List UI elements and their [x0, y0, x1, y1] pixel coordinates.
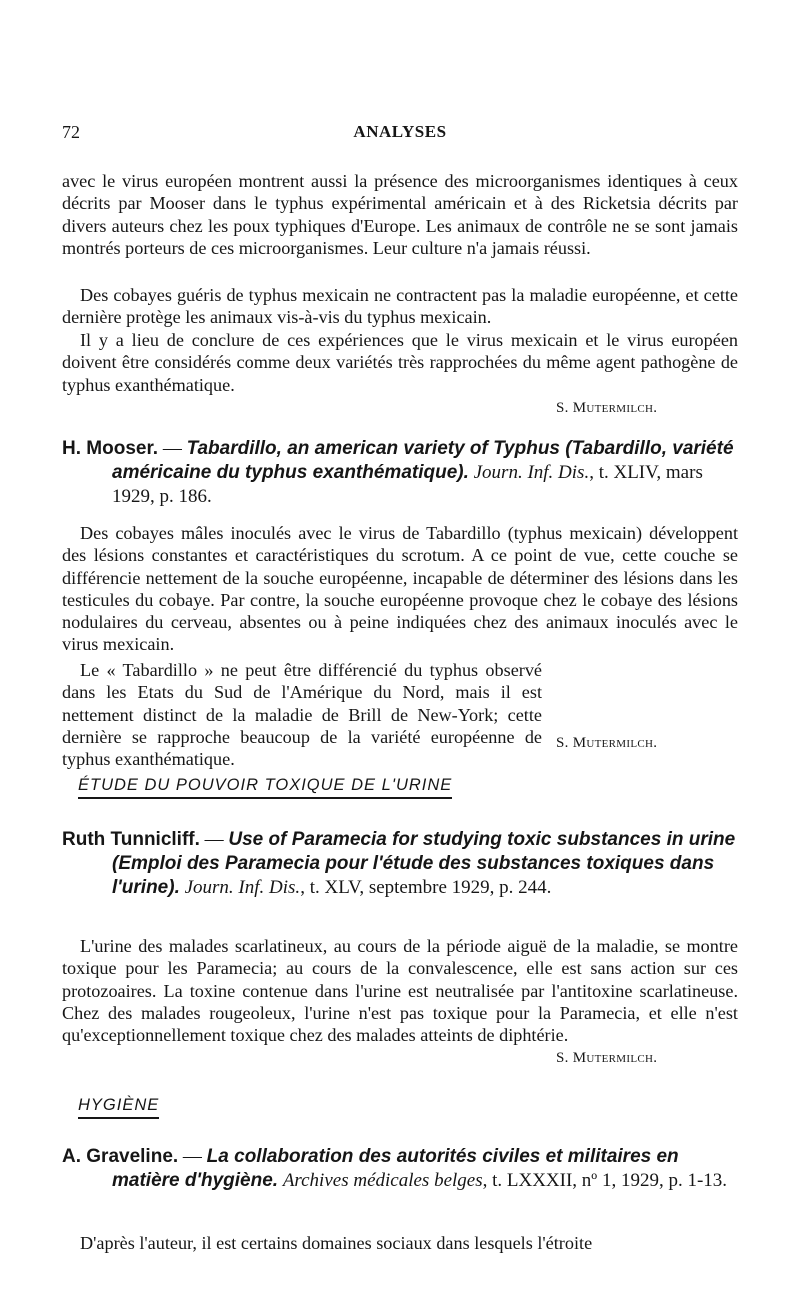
article-reference [62, 1145, 738, 1193]
dash-separator: — [199, 829, 229, 850]
paragraph: Des cobayes guéris de typhus mexicain ne contractent pas la maladie européenne, et cette dernière protège les animaux vis-à-vis du typhus mexicain. [62, 285, 738, 328]
signature: S. Mutermilch. [556, 1050, 658, 1066]
dash-separator: — [158, 438, 187, 459]
section-heading: ÉTUDE DU POUVOIR TOXIQUE DE L'URINE [78, 776, 452, 799]
abstract-paragraph: L'urine des malades scarlatineux, au cours de la période aiguë de la maladie, se montre toxique pour les Paramecia; au cours de la convalescence, elle est sans action sur ces protozoaires. La toxine contenue dans l'urine est neutralisée par l'antitoxine scarlatineuse. Chez des malades rougeoleux, l'urine n'est pas toxique pour la Paramecia, et elle n'est qu'exceptionnellement toxique chez des malades atteints de diphtérie. [62, 936, 738, 1046]
article-title: Tabardillo, an american variety of Typhus (Tabardillo, variété américaine du typhus exanthématique). [112, 438, 734, 483]
journal-name: Journ. Inf. Dis. [473, 462, 590, 483]
dash-separator: — [178, 1146, 207, 1167]
article-reference [62, 437, 738, 509]
page-header [62, 122, 738, 146]
author-name: Ruth Tunnicliff. [62, 829, 200, 850]
journal-name: Archives médicales belges [282, 1170, 483, 1191]
abstract-paragraph: Le « Tabardillo » ne peut être différencié du typhus observé dans les Etats du Sud de l'Amérique du Nord, mais il est nettement distinct de la maladie de Brill de New-York; cette dernière se rapproche beaucoup de la variété européenne de typhus exanthématique. [62, 660, 542, 770]
page-number: 72 [62, 122, 80, 142]
abstract-paragraph: Des cobayes mâles inoculés avec le virus de Tabardillo (typhus mexicain) développent des lésions constantes et caractéristiques du scrotum. A ce point de vue, cette couche se différencie nettement de la souche européenne, incapable de déterminer des lésions dans les testicules du cobaye. Par contre, la souche européenne provoque chez le cobaye des lésions nodulaires du cerveau, absentes ou à peine indiquées chez des animaux inoculés avec le virus mexicain. [62, 523, 738, 655]
reference-details: , t. XLIV, mars 1929, p. 186. [112, 462, 703, 507]
running-head: ANALYSES [353, 122, 447, 141]
author-name: A. Graveline. [62, 1146, 179, 1167]
abstract-paragraph: D'après l'auteur, il est certains domaines sociaux dans lesquels l'étroite [80, 1233, 593, 1253]
journal-name: Journ. Inf. Dis. [184, 877, 301, 898]
section-heading: HYGIÈNE [78, 1096, 159, 1119]
signature: S. Mutermilch. [556, 400, 658, 416]
author-name: H. Mooser. [62, 438, 159, 459]
article-title: La collaboration des autorités civiles et militaires en matière d'hygiène. [112, 1146, 679, 1191]
signature: S. Mutermilch. [556, 735, 658, 751]
article-title: Use of Paramecia for studying toxic substances in urine (Emploi des Paramecia pour l'étude des substances toxiques dans l'urine). [112, 829, 736, 898]
conclusion-paragraph: Il y a lieu de conclure de ces expériences que le virus mexicain et le virus européen doivent être considérés comme deux variétés très rapprochées du même agent pathogène de typhus exanthématique. [62, 330, 738, 395]
continued-paragraph: avec le virus européen montrent aussi la présence des microorganismes identiques à ceux décrits par Mooser dans le typhus expérimental américain et à des Ricketsia décrits par divers auteurs chez les poux typhiques d'Europe. Les animaux de contrôle ne se sont jamais montrés porteurs de ces microorganismes. Leur culture n'a jamais réussi. [62, 171, 738, 258]
reference-details: , t. LXXXII, nº 1, 1929, p. 1-13. [482, 1170, 728, 1191]
article-reference [62, 828, 738, 900]
reference-details: , t. XLV, septembre 1929, p. 244. [300, 877, 552, 898]
